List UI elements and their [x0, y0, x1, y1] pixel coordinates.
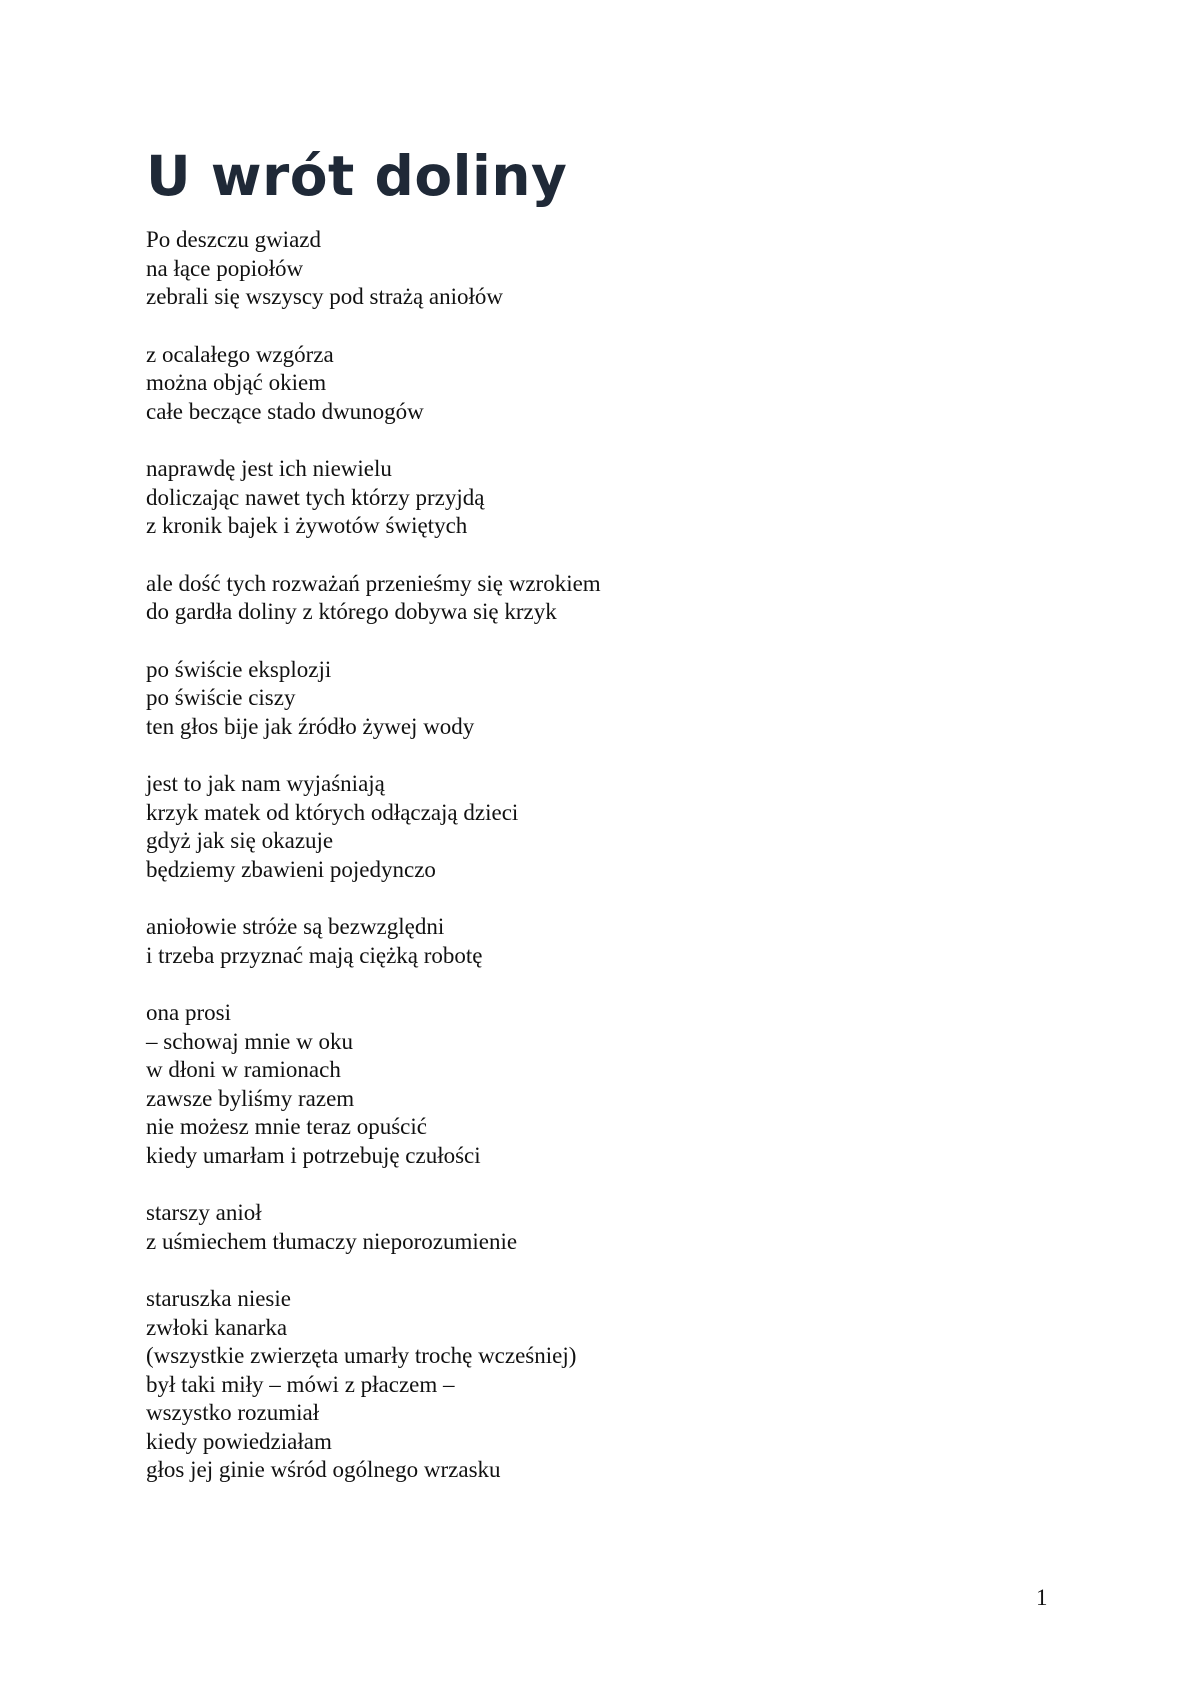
poem-line: zwłoki kanarka: [146, 1314, 288, 1340]
poem-line: po świście eksplozji: [146, 656, 332, 682]
poem-line: po świście ciszy: [146, 685, 296, 710]
poem-line: starszy anioł: [146, 1200, 262, 1225]
poem-line: kiedy umarłam i potrzebuję czułości: [146, 1142, 481, 1168]
poem-line: w dłoni w ramionach: [146, 1057, 341, 1082]
poem-line: całe beczące stado dwunogów: [146, 398, 424, 424]
poem-line: kiedy powiedziałam: [146, 1428, 332, 1454]
poem-line: wszystko rozumiał: [146, 1400, 320, 1425]
stanza: [146, 226, 1046, 312]
stanza: [146, 570, 1046, 627]
poem-line: doliczając nawet tych którzy przyjdą: [146, 484, 485, 510]
poem-line: z uśmiechem tłumaczy nieporozumienie: [146, 1228, 518, 1254]
stanza: [146, 1199, 1046, 1256]
poem-line: z kronik bajek i żywotów świętych: [146, 513, 468, 538]
poem-line: do gardła doliny z którego dobywa się krzyk: [146, 599, 557, 624]
poem-line: zawsze byliśmy razem: [146, 1085, 355, 1111]
poem-line: – schowaj mnie w oku: [146, 1028, 353, 1054]
page-number: 1: [1036, 1585, 1048, 1610]
stanza: [146, 1285, 1046, 1485]
poem-line: staruszka niesie: [146, 1286, 291, 1311]
poem-line: z ocalałego wzgórza: [146, 341, 334, 367]
poem-body: [146, 226, 1046, 1514]
poem-line: jest to jak nam wyjaśniają: [146, 771, 385, 796]
stanza: [146, 913, 1046, 970]
poem-line: na łące popiołów: [146, 255, 304, 281]
poem-line: (wszystkie zwierzęta umarły trochę wcześniej): [146, 1343, 577, 1368]
poem-line: aniołowie stróże są bezwzględni: [146, 914, 445, 939]
poem-line: naprawdę jest ich niewielu: [146, 456, 392, 481]
poem-line: i trzeba przyznać mają ciężką robotę: [146, 942, 483, 968]
poem-line: głos jej ginie wśród ogólnego wrzasku: [146, 1457, 501, 1482]
poem-line: zebrali się wszyscy pod strażą aniołów: [146, 284, 504, 309]
poem-line: gdyż jak się okazuje: [146, 828, 334, 853]
poem-line: ona prosi: [146, 1000, 231, 1025]
poem-line: można objąć okiem: [146, 370, 327, 395]
stanza: [146, 770, 1046, 884]
stanza: [146, 455, 1046, 541]
poem-line: ale dość tych rozważań przenieśmy się wzrokiem: [146, 570, 601, 596]
poem-line: był taki miły – mówi z płaczem –: [146, 1371, 455, 1397]
poem-line: nie możesz mnie teraz opuścić: [146, 1114, 427, 1139]
poem-line: krzyk matek od których odłączają dzieci: [146, 799, 519, 825]
poem-line: ten głos bije jak źródło żywej wody: [146, 713, 475, 739]
poem-title: U wrót doliny: [146, 144, 568, 208]
stanza: [146, 656, 1046, 742]
poem-line: będziemy zbawieni pojedynczo: [146, 856, 436, 882]
stanza: [146, 999, 1046, 1170]
stanza: [146, 341, 1046, 427]
poem-line: Po deszczu gwiazd: [146, 227, 321, 252]
